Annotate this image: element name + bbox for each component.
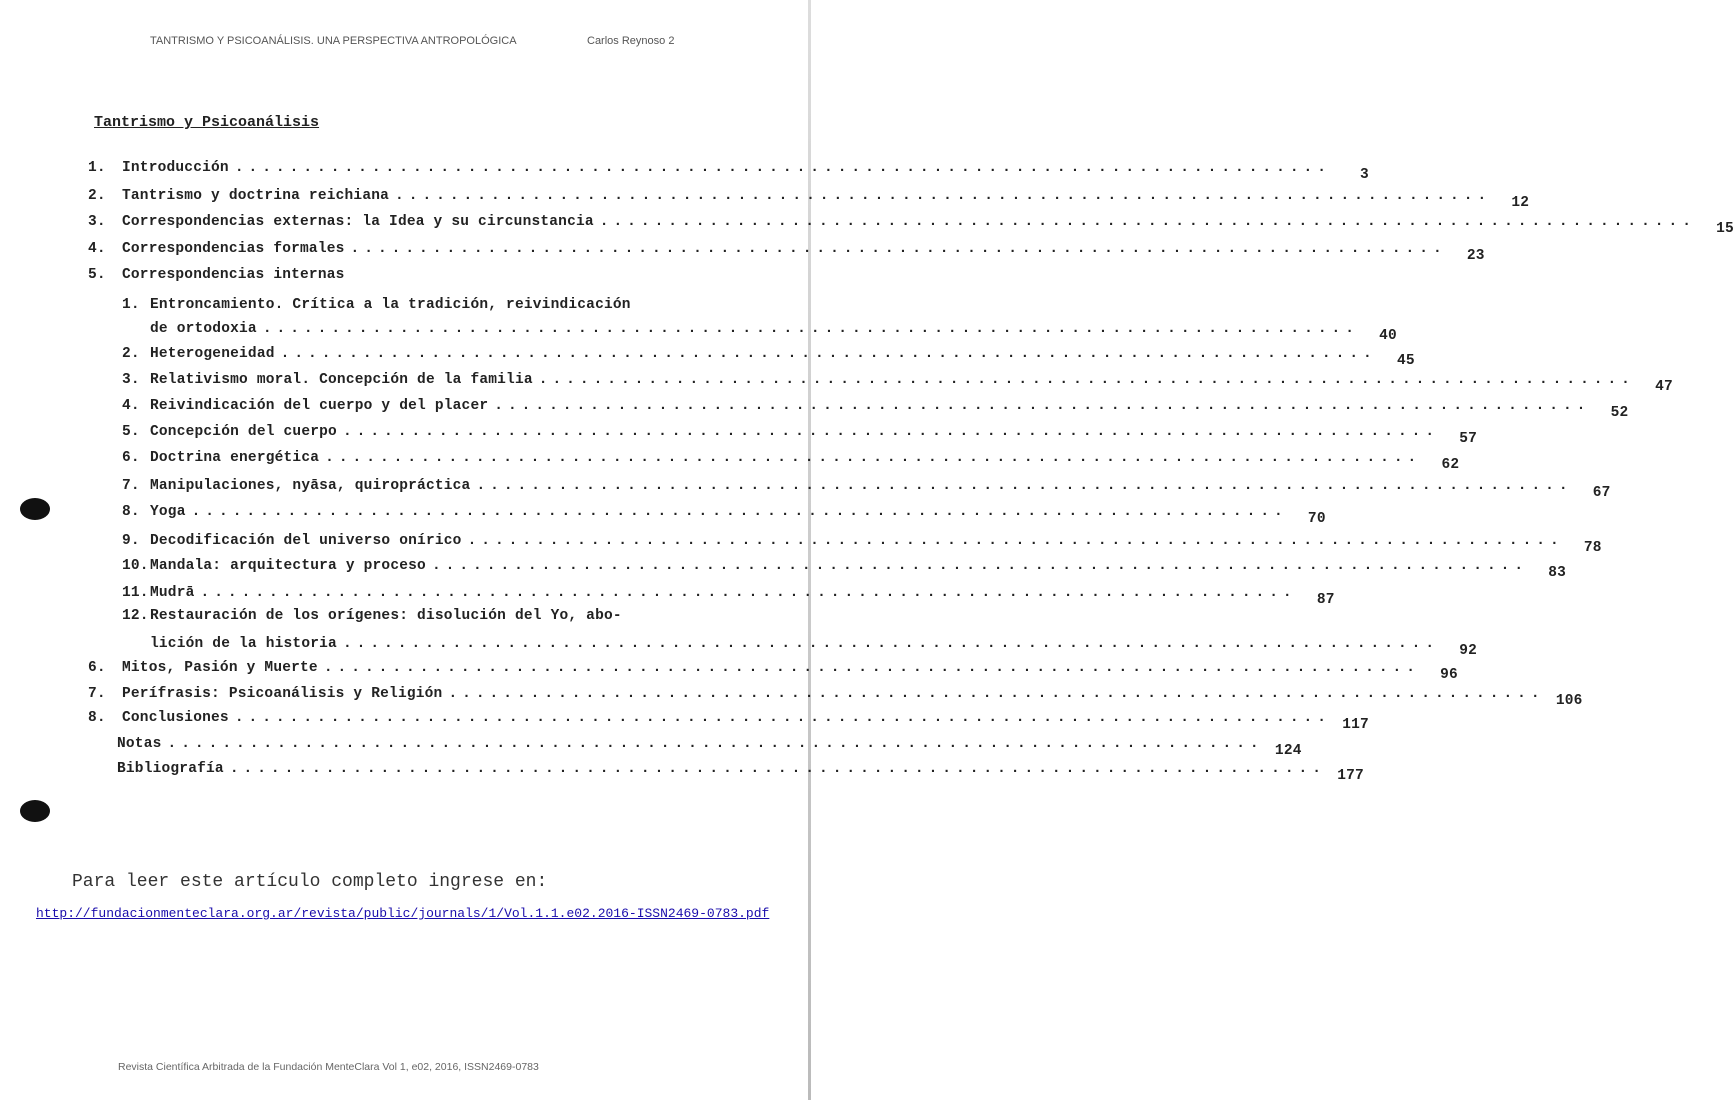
toc-entry-number: 5. [122,424,140,440]
toc-entry-title: Tantrismo y doctrina reichiana [122,188,390,204]
toc-entry-number: 8. [88,710,106,726]
toc-entry-number: 1. [88,160,106,176]
toc-entry-number: 2. [88,188,106,204]
toc-entry-title: Bibliografía [117,761,224,777]
toc-entry-title: Doctrina energética [150,450,320,466]
leader-dots: ................................................................................ [476,478,1573,494]
leader-dots: ................................................................................ [350,241,1447,257]
leader-dots: ................................................................................ [467,533,1564,549]
toc-entry-page: 3 [1360,167,1369,183]
toc-entry [122,585,1335,608]
toc-entry-title: Yoga [150,504,186,520]
toc-entry-number: 7. [122,478,140,494]
toc-entry [88,160,1369,183]
toc-entry-page: 67 [1592,485,1611,501]
toc-entry [117,736,1302,759]
toc-entry-number: 3. [122,372,140,388]
running-title: TANTRISMO Y PSICOANÁLISIS. UNA PERSPECTIVA ANTROPOLÓGICA [150,35,517,47]
toc-entry-title: Decodificación del universo onírico [150,533,462,549]
toc-entry-title: Mudrā [150,585,195,601]
toc-entry-title: Correspondencias formales [122,241,345,257]
toc-entry-title: Reivindicación del cuerpo y del placer [150,398,489,414]
toc-entry-title: Manipulaciones, nyāsa, quiropráctica [150,478,471,494]
toc-entry-page: 12 [1511,195,1530,211]
toc-entry [122,478,1611,501]
toc-entry-number: 8. [122,504,140,520]
toc-entry-title: Heterogeneidad [150,346,275,362]
toc-entry [122,504,1326,527]
toc-entry-title: Concepción del cuerpo [150,424,337,440]
toc-entry-page: 177 [1337,768,1364,784]
toc-entry-title: Correspondencias externas: la Idea y su circunstancia [122,214,594,230]
toc-entry-title: lición de la historia [150,636,337,652]
toc-entry-title: Mandala: arquitectura y proceso [150,558,426,574]
toc-entry [117,761,1364,784]
leader-dots: ................................................................................ [191,504,1288,520]
leader-dots: ................................................................................ [323,660,1420,676]
toc-entry [88,686,1583,709]
leader-dots: ................................................................................ [599,214,1696,230]
toc-entry [88,710,1369,733]
toc-entry-page: 124 [1274,743,1302,759]
toc-entry-number: 12. [122,608,149,624]
leader-dots: ................................................................................ [448,686,1545,702]
toc-entry-title: Conclusiones [122,710,229,726]
toc-entry-page: 96 [1440,667,1458,683]
toc-entry [122,398,1629,421]
toc-entry-number: 6. [122,450,140,466]
notice-text: Para leer este artículo completo ingrese en: [72,872,548,892]
toc-title: Tantrismo y Psicoanálisis [94,114,320,131]
toc-entry-page: 47 [1655,379,1673,395]
leader-dots: ................................................................................ [234,160,1331,176]
toc-entry-title: Mitos, Pasión y Muerte [122,660,318,676]
toc-entry [122,424,1478,447]
leader-dots: ................................................................................ [200,585,1297,601]
toc-entry-page: 23 [1466,248,1485,264]
toc-entry-page: 40 [1379,328,1397,344]
toc-entry [88,241,1485,264]
article-link[interactable]: http://fundacionmenteclara.org.ar/revista/public/journals/1/Vol.1.1.e02.2016-ISSN2469-0783.pdf [36,906,770,921]
toc-entry-number: 3. [88,214,106,230]
toc-entry [88,267,753,283]
toc-entry [88,660,1458,683]
toc-entry-number: 4. [122,398,140,414]
toc-entry-page: 57 [1459,431,1478,447]
hole-punch-mark [20,800,50,822]
leader-dots: ................................................................................ [342,424,1440,440]
toc-entry [122,608,753,624]
leader-dots: ................................................................................ [167,736,1264,752]
toc-entry [122,297,753,313]
toc-entry-page: 15 [1716,221,1734,237]
leader-dots: ................................................................................ [262,321,1359,337]
toc-entry-number: 11. [122,585,149,601]
toc-entry-title: Relativismo moral. Concepción de la familia [150,372,533,388]
toc-entry-page: 87 [1316,592,1335,608]
toc-entry-page: 45 [1396,353,1415,369]
toc-entry-page: 70 [1307,511,1326,527]
toc-entry-number: 5. [88,267,106,283]
toc-entry [150,321,1397,344]
leader-dots: ................................................................................ [538,372,1635,388]
toc-entry-title: Notas [117,736,162,752]
hole-punch-mark [20,498,50,520]
leader-dots: ................................................................................ [229,761,1326,777]
toc-entry-number: 9. [122,533,140,549]
footer-text: Revista Científica Arbitrada de la Fundación MenteClara Vol 1, e02, 2016, ISSN2469-0783 [118,1061,539,1073]
toc-entry-title: Introducción [122,160,229,176]
toc-entry [122,372,1673,395]
toc-entry-number: 10. [122,558,149,574]
toc-entry-page: 117 [1342,717,1369,733]
leader-dots: ................................................................................ [234,710,1331,726]
toc-entry-number: 4. [88,241,106,257]
toc-entry-number: 7. [88,686,106,702]
toc-entry-title: Perífrasis: Psicoanálisis y Religión [122,686,443,702]
leader-dots: ................................................................................ [431,558,1529,574]
leader-dots: ................................................................................ [395,188,1492,204]
toc-entry-page: 62 [1441,457,1460,473]
toc-entry-page: 78 [1583,540,1602,556]
toc-entry [88,188,1530,211]
toc-entry-title: Correspondencias internas [122,267,345,283]
toc-entry [150,636,1478,659]
leader-dots: ................................................................................ [280,346,1377,362]
leader-dots: ................................................................................ [494,398,1591,414]
toc-entry-page: 106 [1555,693,1583,709]
toc-entry-number: 6. [88,660,106,676]
leader-dots: ................................................................................ [342,636,1440,652]
toc-entry-page: 52 [1610,405,1629,421]
toc-entry-number: 1. [122,297,140,313]
author-page-number: Carlos Reynoso 2 [587,35,675,47]
toc-entry [88,214,1734,237]
toc-entry-title: Entroncamiento. Crítica a la tradición, reivindicación [150,297,631,313]
toc-entry [122,450,1460,473]
toc-entry-number: 2. [122,346,140,362]
toc-entry-page: 92 [1459,643,1478,659]
toc-entry [122,533,1602,556]
toc-entry [122,346,1415,369]
toc-entry-title: de ortodoxia [150,321,257,337]
toc-entry [122,558,1567,581]
toc-entry-page: 83 [1548,565,1567,581]
leader-dots: ................................................................................ [325,450,1422,466]
toc-entry-title: Restauración de los orígenes: disolución del Yo, abo- [150,608,622,624]
